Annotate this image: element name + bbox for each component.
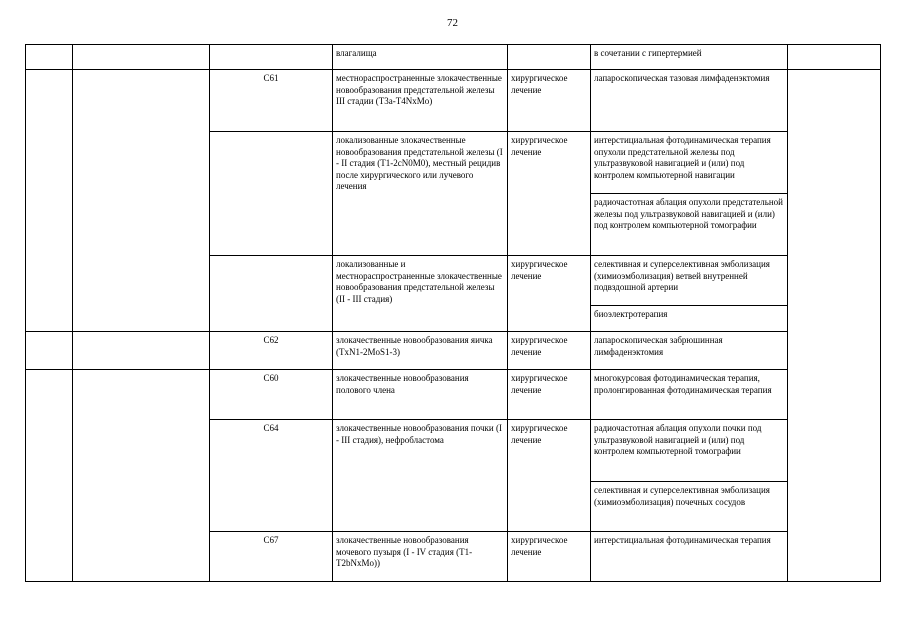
- cell-treatment-type: хирургическое лечение: [508, 420, 591, 532]
- cell-procedure-name: [73, 370, 210, 582]
- cell-icd-code: [210, 132, 333, 256]
- cell-diagnosis: локализованные и местнораспространенные злокачественные новообразования предстательной железы (II - III стадия): [333, 256, 508, 332]
- table-row: [26, 70, 881, 132]
- cell-norm: [788, 45, 881, 70]
- cell-method: биоэлектротерапия: [591, 306, 788, 332]
- page-number: 72: [447, 17, 458, 29]
- table-row: [26, 332, 881, 370]
- cell-treatment-type: хирургическое лечение: [508, 132, 591, 256]
- cell-diagnosis: злокачественные новообразования мочевого пузыря (I - IV стадия (T1-T2bNxMo)): [333, 532, 508, 582]
- cell-diagnosis: местнораспространенные злокачественные новообразования предстательной железы III стадии (T3a-T4NxMo): [333, 70, 508, 132]
- cell-icd-code: [210, 256, 333, 332]
- cell-diagnosis: злокачественные новообразования полового члена: [333, 370, 508, 420]
- cell-procedure-name: [73, 332, 210, 370]
- cell-method: радиочастотная аблация опухоли почки под ультразвуковой навигацией и (или) под контролем компьютерной томографии: [591, 420, 788, 482]
- cell-method: лапароскопическая тазовая лимфаденэктомия: [591, 70, 788, 132]
- cell-number: [26, 70, 73, 332]
- cell-treatment-type: [508, 45, 591, 70]
- cell-method: селективная и суперселективная эмболизация (химиоэмболизация) почечных сосудов: [591, 482, 788, 532]
- treatment-table: [25, 44, 881, 582]
- cell-method: в сочетании с гипертермией: [591, 45, 788, 70]
- cell-treatment-type: хирургическое лечение: [508, 532, 591, 582]
- cell-method: радиочастотная аблация опухоли предстательной железы под ультразвуковой навигацией и (или) под контролем компьютерной томографии: [591, 194, 788, 256]
- cell-method: многокурсовая фотодинамическая терапия, пролонгированная фотодинамическая терапия: [591, 370, 788, 420]
- cell-icd-code: [210, 45, 333, 70]
- cell-treatment-type: хирургическое лечение: [508, 370, 591, 420]
- cell-diagnosis: злокачественные новообразования почки (I - III стадия), нефробластома: [333, 420, 508, 532]
- cell-method: интерстициальная фотодинамическая терапия: [591, 532, 788, 582]
- cell-icd-code: C67: [210, 532, 333, 582]
- cell-icd-code: C60: [210, 370, 333, 420]
- cell-diagnosis: локализованные злокачественные новообразования предстательной железы (I - II стадия (T1-2cN0M0), местный рецидив после хирургического или лучевого лечения: [333, 132, 508, 256]
- cell-method: лапароскопическая забрюшинная лимфаденэктомия: [591, 332, 788, 370]
- cell-diagnosis: злокачественные новообразования яичка (TxN1-2MoS1-3): [333, 332, 508, 370]
- cell-diagnosis: влагалища: [333, 45, 508, 70]
- cell-method: селективная и суперселективная эмболизация (химиоэмболизация) ветвей внутренней подвздошной артерии: [591, 256, 788, 306]
- cell-treatment-type: хирургическое лечение: [508, 70, 591, 132]
- cell-icd-code: C62: [210, 332, 333, 370]
- cell-treatment-type: хирургическое лечение: [508, 256, 591, 332]
- cell-procedure-name: [73, 45, 210, 70]
- cell-number: [26, 332, 73, 370]
- cell-icd-code: C61: [210, 70, 333, 132]
- table-row: [26, 370, 881, 420]
- cell-method: интерстициальная фотодинамическая терапия опухоли предстательной железы под ультразвуковой навигацией и (или) под контролем компьютерной навигации: [591, 132, 788, 194]
- cell-number: [26, 45, 73, 70]
- cell-number: [26, 370, 73, 582]
- table-row: [26, 45, 881, 70]
- cell-procedure-name: [73, 70, 210, 332]
- cell-treatment-type: хирургическое лечение: [508, 332, 591, 370]
- cell-norm: [788, 70, 881, 582]
- cell-icd-code: C64: [210, 420, 333, 532]
